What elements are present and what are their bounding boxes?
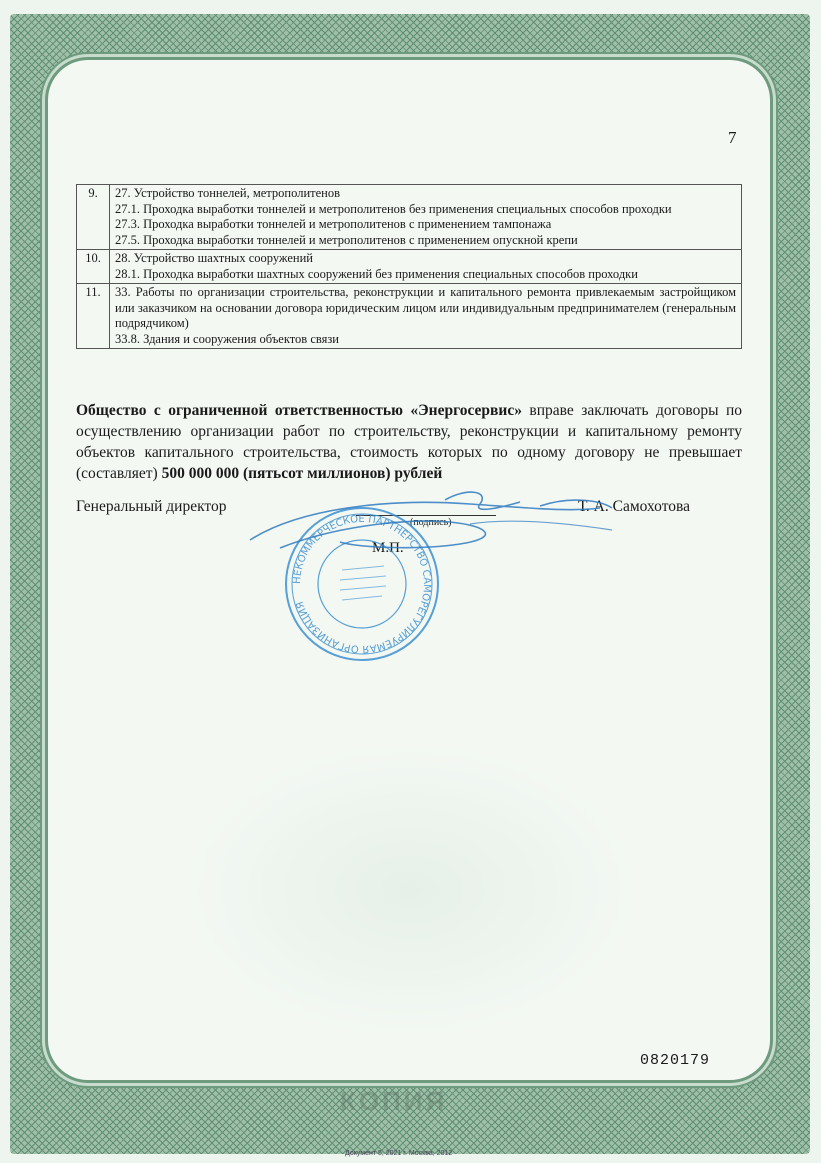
works-table — [76, 184, 742, 349]
work-item: 33. Работы по организации строительства, реконструкции и капитального ремонта привлекаемым застройщиком или заказчиком на основании договора юридическим лицом или индивидуальным предпринимателем (генеральным подрядчиком) — [115, 285, 736, 330]
contract-limit-amount: 500 000 000 (пятьсот миллионов) рублей — [161, 465, 443, 482]
row-number: 10. — [77, 250, 110, 284]
printer-imprint: Документ 5, 2021 г. Москва, 2012 — [345, 1150, 453, 1157]
row-number: 11. — [77, 284, 110, 349]
work-item: 27.1. Проходка выработки тоннелей и метрополитенов без применения специальных способов проходки — [115, 201, 672, 216]
seal-place-label: М.П. — [372, 540, 404, 556]
permission-statement — [76, 400, 742, 484]
organization-name: Общество с ограниченной ответственностью «Энергосервис» — [76, 402, 522, 419]
table-row — [77, 250, 742, 284]
table-row — [77, 284, 742, 349]
signature-caption: (подпись) — [410, 517, 452, 528]
work-description — [110, 250, 742, 284]
work-item: 27.5. Проходка выработки тоннелей и метрополитенов с применением опускной крепи — [115, 232, 578, 247]
signer-name: Т. А. Самохотова — [578, 498, 691, 515]
page-number: 7 — [728, 128, 737, 147]
work-item: 33.8. Здания и сооружения объектов связи — [115, 331, 339, 346]
row-number: 9. — [77, 185, 110, 250]
work-item: 28.1. Проходка выработки шахтных сооружений без применения специальных способов проходки — [115, 266, 638, 281]
copy-watermark: КОПИЯ — [340, 1086, 448, 1116]
work-item: 28. Устройство шахтных сооружений — [115, 251, 313, 265]
work-description — [110, 284, 742, 349]
work-description — [110, 185, 742, 250]
statement-text: вправе заключать договоры по осуществлению организации работ по строительству, реконструкции и капитальному ремонту объектов капитального строительства, стоимость которых по одному договору не превышает (составляет) — [76, 402, 742, 482]
work-item: 27. Устройство тоннелей, метрополитенов — [115, 186, 340, 200]
signer-position: Генеральный директор — [76, 498, 227, 515]
table-row — [77, 185, 742, 250]
handwritten-signature — [240, 478, 620, 568]
work-item: 27.3. Проходка выработки тоннелей и метрополитенов с применением тампонажа — [115, 217, 552, 231]
svg-text:НЕКОММЕРЧЕСКОЕ ПАРТНЕРСТВО САМ: НЕКОММЕРЧЕСКОЕ ПАРТНЕРСТВО САМОРЕГУЛИРУЕМАЯ ОРГАНИЗАЦИЯ — [291, 513, 433, 655]
serial-number: 0820179 — [640, 1052, 711, 1069]
